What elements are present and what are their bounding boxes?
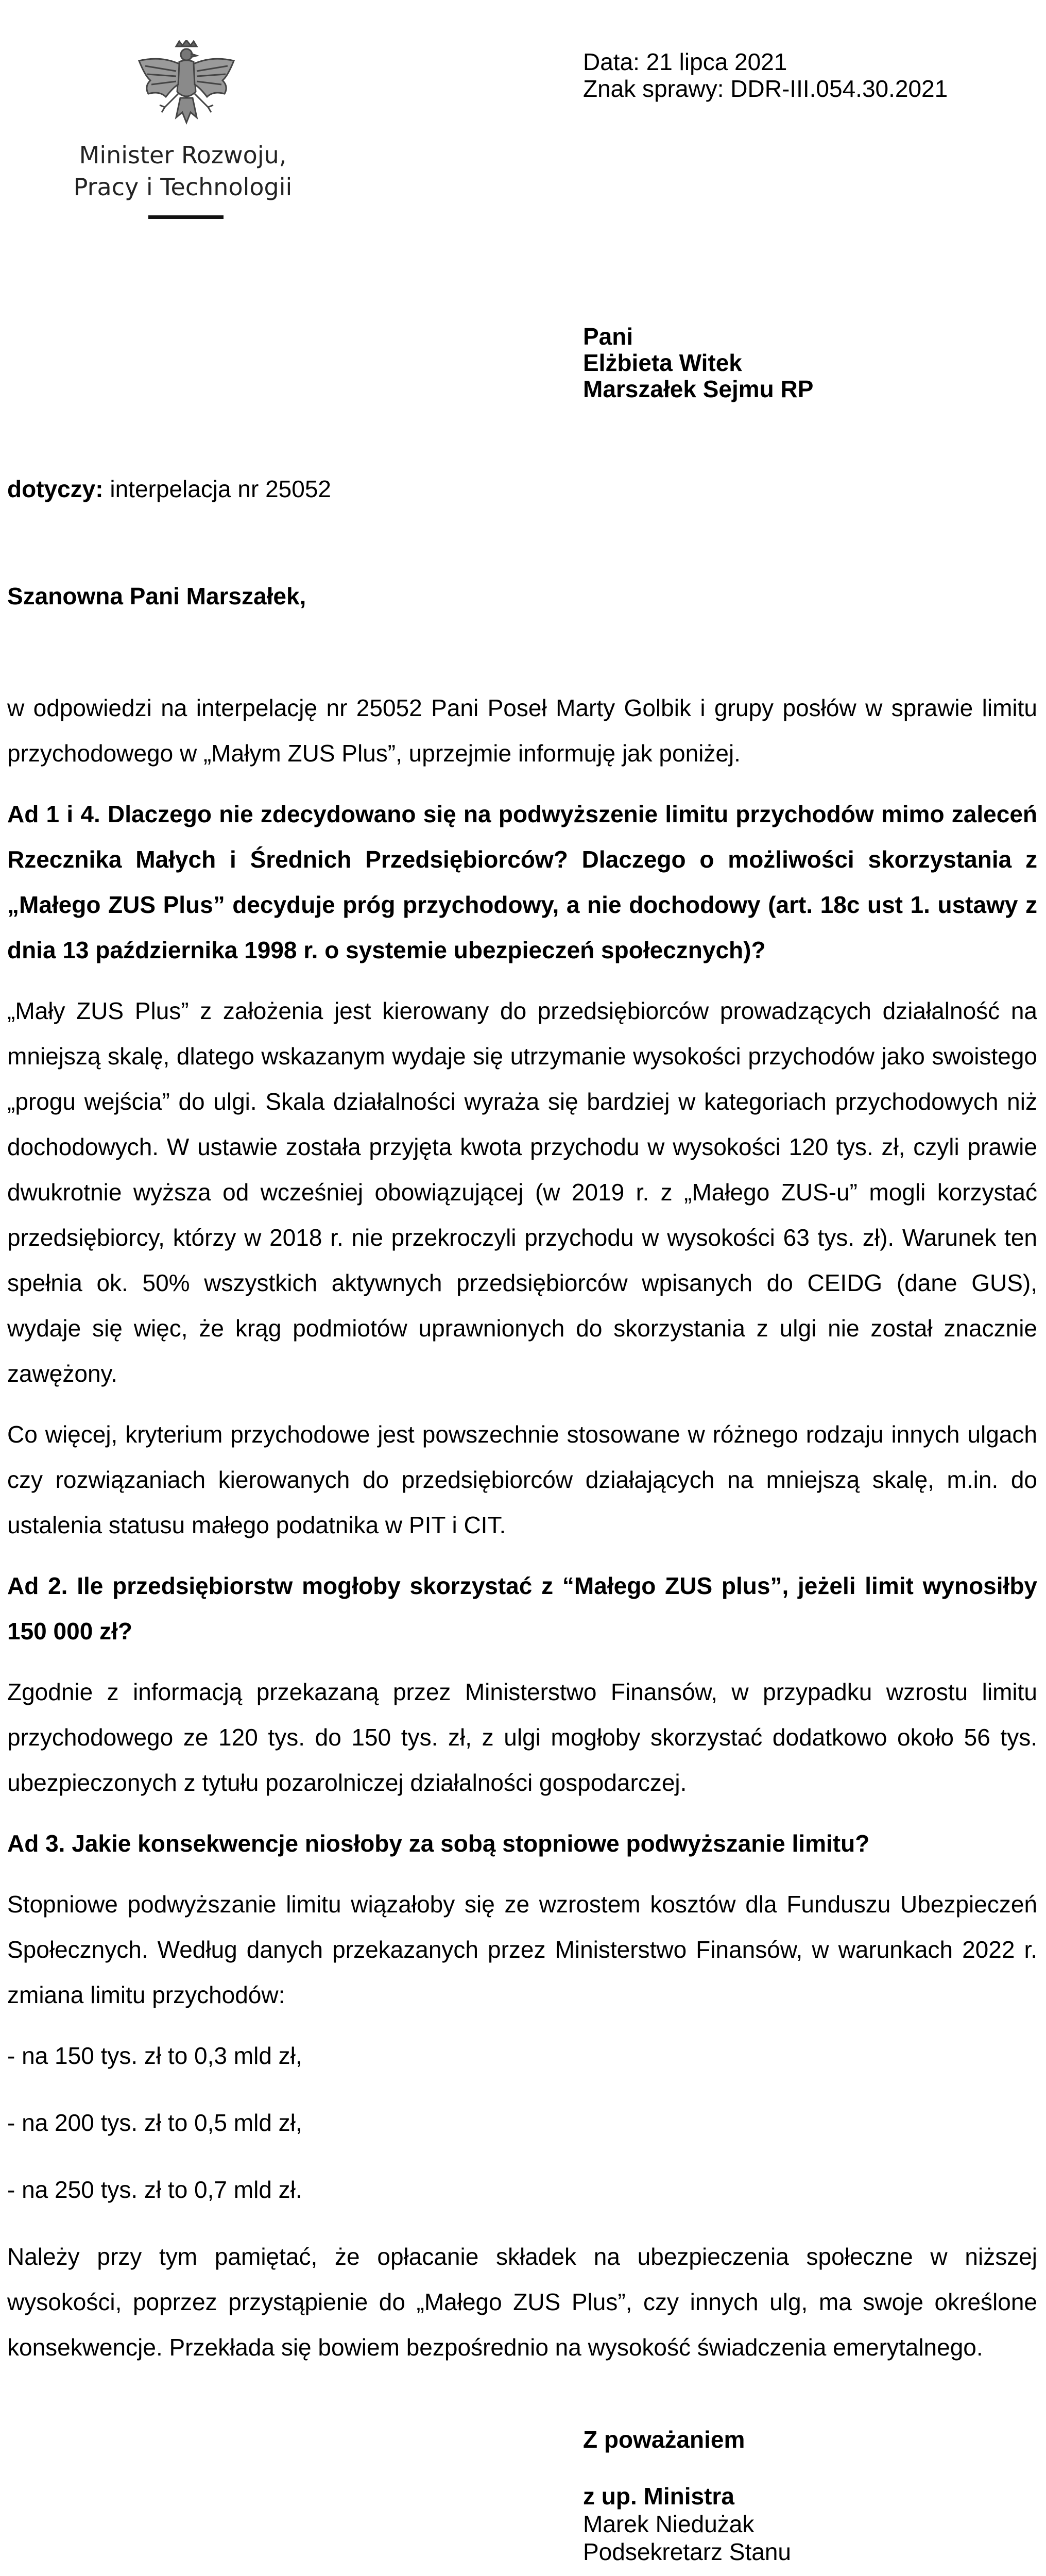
- ministry-underline: [148, 215, 224, 219]
- answer-1-paragraph-2: Co więcej, kryterium przychodowe jest powszechnie stosowane w różnego rodzaju innych ulgach czy rozwiązaniach kierowanych do przedsiębiorców działających na mniejszą skalę, m.in. do ustalenia statusu małego podatnika w PIT i CIT.: [7, 1421, 1037, 1538]
- question-3: Ad 3. Jakie konsekwencje niosłoby za sobą stopniowe podwyższanie limitu?: [7, 1830, 870, 1857]
- subject-value: interpelacja nr 25052: [103, 476, 332, 502]
- signatory-title: Podsekretarz Stanu: [583, 2538, 792, 2565]
- question-2: Ad 2. Ile przedsiębiorstw mogłoby skorzystać z “Małego ZUS plus”, jeżeli limit wynosiłby 150 000 zł?: [7, 1572, 1037, 1645]
- addressee-line1: Pani: [583, 323, 633, 350]
- ministry-name: [62, 139, 304, 203]
- salutation: Szanowna Pani Marszałek,: [7, 583, 306, 609]
- ministry-name-line1: Minister Rozwoju,: [79, 141, 287, 169]
- ministry-name-line2: Pracy i Technologii: [73, 173, 293, 201]
- letter-metadata: [583, 48, 948, 102]
- answer-1-paragraph-1: „Mały ZUS Plus” z założenia jest kierowany do przedsiębiorców prowadzących działalność na mniejszą skalę, dlatego wskazanym wydaje się utrzymanie wysokości przychodów jako swoistego „progu wejścia” do ulgi. Skala działalności wyraża się bardziej w kategoriach przychodowych niż dochodowych. W ustawie została przyjęta kwota przychodu w wysokości 120 tys. zł, czyli prawie dwukrotnie wyższa od wcześniej obowiązującej (w 2019 r. z „Małego ZUS-u” mogli korzystać przedsiębiorcy, którzy w 2018 r. nie przekroczyli przychodu w wysokości 63 tys. zł). Warunek ten spełnia ok. 50% wszystkich aktywnych przedsiębiorców wpisanych do CEIDG (dane GUS), wydaje się więc, że krąg podmiotów uprawnionych do skorzystania z ulgi nie został znacznie zawężony.: [7, 997, 1037, 1387]
- answer-2: Zgodnie z informacją przekazaną przez Ministerstwo Finansów, w przypadku wzrostu limitu przychodowego ze 120 tys. do 150 tys. zł, z ulgi mogłoby skorzystać dodatkowo około 56 tys. ubezpieczonych z tytułu pozarolniczej działalności gospodarczej.: [7, 1679, 1037, 1796]
- list-item: - na 250 tys. zł to 0,7 mld zł.: [7, 2176, 302, 2203]
- letter-date: Data: 21 lipca 2021: [583, 48, 787, 75]
- addressee-block: [583, 324, 813, 402]
- signature-block: [583, 2482, 791, 2566]
- addressee-name: Elżbieta Witek: [583, 349, 742, 376]
- intro-paragraph: w odpowiedzi na interpelację nr 25052 Pani Poseł Marty Golbik i grupy posłów w sprawie limitu przychodowego w „Małym ZUS Plus”, uprzejmie informuję jak poniżej.: [7, 694, 1037, 767]
- subject-label: dotyczy:: [7, 476, 104, 502]
- polish-eagle-emblem-icon: [135, 40, 238, 132]
- question-1-4: Ad 1 i 4. Dlaczego nie zdecydowano się na podwyższenie limitu przychodów mimo zaleceń Rzecznika Małych i Średnich Przedsiębiorców? Dlaczego o możliwości skorzystania z „Małego ZUS Plus” decyduje próg przychodowy, a nie dochodowy (art. 18c ust 1. ustawy z dnia 13 października 1998 r. o systemie ubezpieczeń społecznych)?: [7, 801, 1037, 963]
- list-item: - na 200 tys. zł to 0,5 mld zł,: [7, 2109, 302, 2136]
- signatory-name: Marek Niedużak: [583, 2511, 755, 2537]
- closing-paragraph: Należy przy tym pamiętać, że opłacanie składek na ubezpieczenia społeczne w niższej wysokości, poprzez przystąpienie do „Małego ZUS Plus”, czy innych ulg, ma swoje określone konsekwencje. Przekłada się bowiem bezpośrednio na wysokość świadczenia emerytalnego.: [7, 2243, 1037, 2361]
- addressee-title: Marszałek Sejmu RP: [583, 376, 814, 402]
- case-number: Znak sprawy: DDR-III.054.30.2021: [583, 75, 948, 102]
- letter-body: [7, 685, 1037, 2385]
- regards: Z poważaniem: [583, 2426, 745, 2453]
- list-item: - na 150 tys. zł to 0,3 mld zł,: [7, 2042, 302, 2069]
- subject-line: [7, 475, 331, 503]
- answer-3: Stopniowe podwyższanie limitu wiązałoby się ze wzrostem kosztów dla Funduszu Ubezpieczeń Społecznych. Według danych przekazanych przez Ministerstwo Finansów, w warunkach 2022 r. zmiana limitu przychodów:: [7, 1891, 1037, 2008]
- signature-authority: z up. Ministra: [583, 2483, 734, 2510]
